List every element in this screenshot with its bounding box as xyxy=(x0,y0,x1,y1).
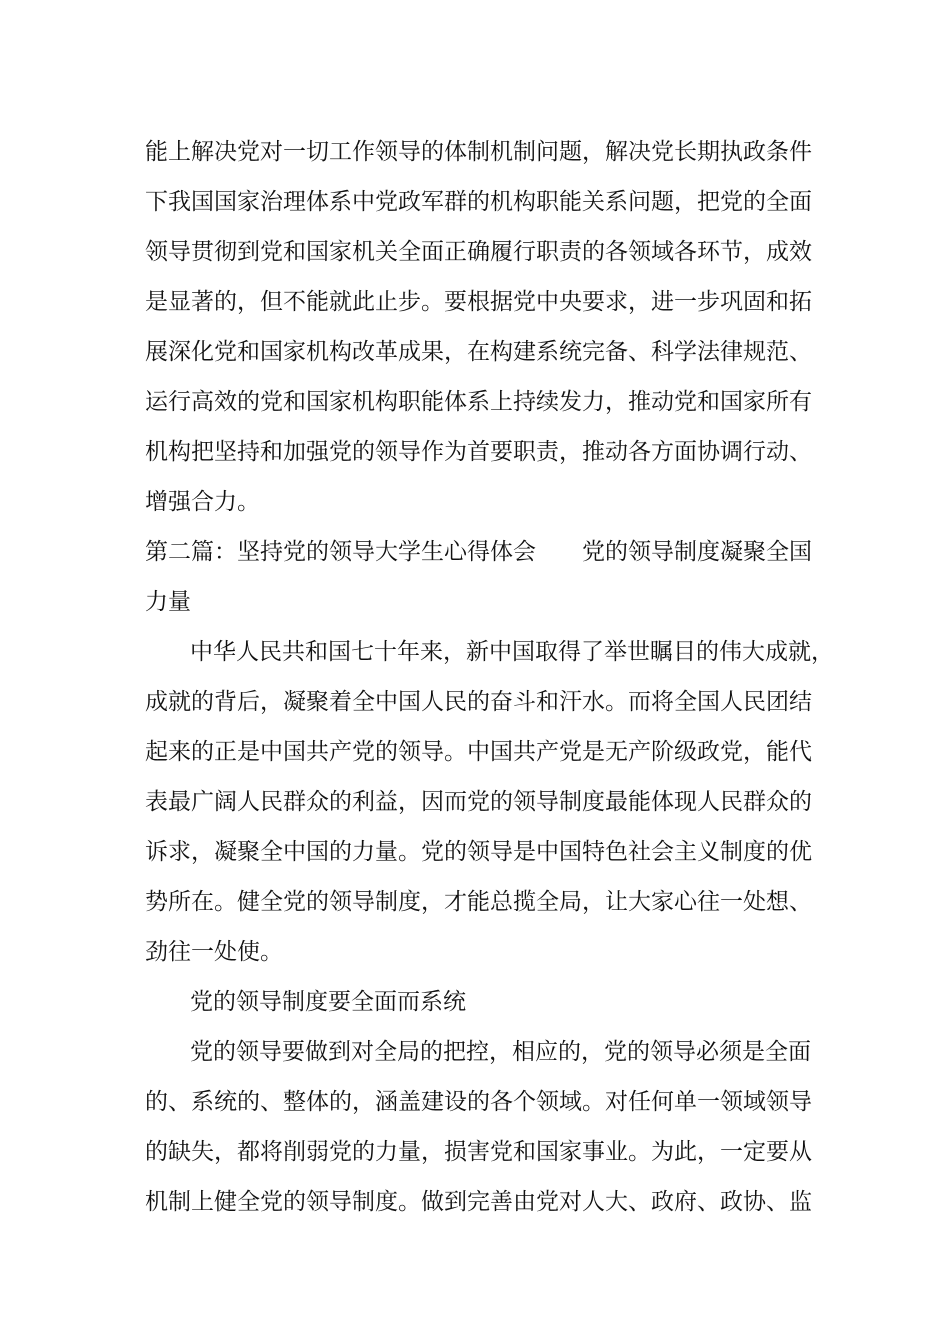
paragraph-1-line-5: 展深化党和国家机构改革成果，在构建系统完备、科学法律规范、 xyxy=(145,339,812,365)
section-heading-continuation: 力量 xyxy=(145,589,191,615)
paragraph-3-line-4: 机制上健全党的领导制度。做到完善由党对人大、政府、政协、监 xyxy=(145,1189,812,1215)
paragraph-1-line-4: 是显著的，但不能就此止步。要根据党中央要求，进一步巩固和拓 xyxy=(145,289,812,315)
paragraph-1-line-8: 增强合力。 xyxy=(145,489,260,515)
section-heading-part-b: 党的领导制度凝聚全国 xyxy=(582,539,812,565)
paragraph-1-line-2: 下我国国家治理体系中党政军群的机构职能关系问题，把党的全面 xyxy=(145,189,812,215)
paragraph-2-line-2: 成就的背后，凝聚着全中国人民的奋斗和汗水。而将全国人民团结 xyxy=(145,689,812,715)
paragraph-2-line-3: 起来的正是中国共产党的领导。中国共产党是无产阶级政党，能代 xyxy=(145,739,812,765)
subheading: 党的领导制度要全面而系统 xyxy=(190,989,466,1015)
paragraph-2-line-1: 中华人民共和国七十年来，新中国取得了举世瞩目的伟大成就， xyxy=(190,639,834,665)
paragraph-3-line-1: 党的领导要做到对全局的把控，相应的，党的领导必须是全面 xyxy=(190,1039,811,1065)
paragraph-3-line-3: 的缺失，都将削弱党的力量，损害党和国家事业。为此，一定要从 xyxy=(145,1139,812,1165)
section-heading-part-a: 第二篇：坚持党的领导大学生心得体会 xyxy=(145,539,536,565)
paragraph-1-line-1: 能上解决党对一切工作领导的体制机制问题，解决党长期执政条件 xyxy=(145,139,812,165)
paragraph-2-line-6: 势所在。健全党的领导制度，才能总揽全局，让大家心往一处想、 xyxy=(145,889,812,915)
paragraph-2-line-7: 劲往一处使。 xyxy=(145,939,283,965)
paragraph-3-line-2: 的、系统的、整体的，涵盖建设的各个领域。对任何单一领域领导 xyxy=(145,1089,812,1115)
paragraph-2-line-4: 表最广阔人民群众的利益，因而党的领导制度最能体现人民群众的 xyxy=(145,789,812,815)
paragraph-1-line-3: 领导贯彻到党和国家机关全面正确履行职责的各领域各环节，成效 xyxy=(145,239,812,265)
paragraph-1-line-6: 运行高效的党和国家机构职能体系上持续发力，推动党和国家所有 xyxy=(145,389,812,415)
section-heading xyxy=(145,537,825,567)
paragraph-2-line-5: 诉求，凝聚全中国的力量。党的领导是中国特色社会主义制度的优 xyxy=(145,839,812,865)
paragraph-1-line-7: 机构把坚持和加强党的领导作为首要职责，推动各方面协调行动、 xyxy=(145,439,812,465)
